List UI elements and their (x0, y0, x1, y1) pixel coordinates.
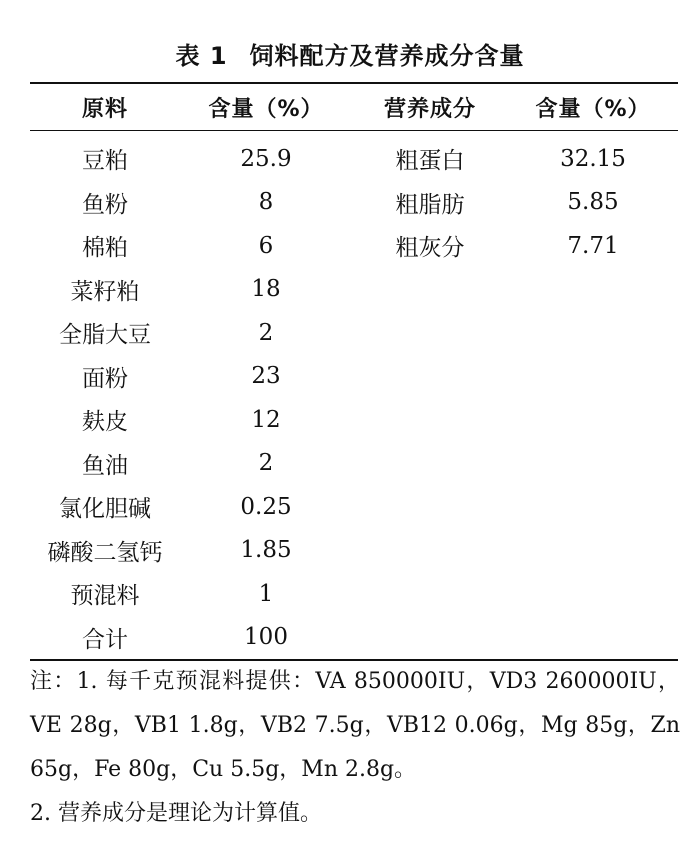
nutrient-cell (352, 355, 508, 399)
ingredient-content-cell: 2 (258, 450, 274, 477)
nutrient-cell (352, 442, 508, 486)
nutrient-content-cell (508, 485, 678, 529)
nutrient-cell (352, 311, 508, 355)
table-row (30, 442, 678, 486)
table-row (30, 224, 678, 268)
table-row (30, 485, 678, 529)
header-nutrient: 营养成分 (352, 83, 508, 131)
ingredient-content-cell: 0.25 (240, 493, 292, 520)
ingredient-cell: 磷酸二氢钙 (47, 539, 163, 566)
nutrient-cell (352, 616, 508, 661)
nutrient-content-cell (508, 529, 678, 573)
ingredient-content-cell: 23 (251, 363, 281, 390)
table-row (30, 616, 678, 661)
header-ingredient: 原料 (30, 83, 180, 131)
table-caption (0, 36, 700, 71)
nutrient-content-cell (508, 311, 678, 355)
table-footnote (30, 660, 680, 836)
nutrient-cell: 粗蛋白 (395, 148, 465, 175)
ingredient-cell: 全脂大豆 (59, 322, 151, 349)
ingredient-content-cell: 18 (251, 276, 281, 303)
ingredient-content-cell: 1 (258, 580, 274, 607)
ingredient-cell: 氯化胆碱 (59, 496, 151, 523)
ingredient-content-cell: 100 (180, 616, 352, 661)
ingredient-content-cell: 2 (258, 319, 274, 346)
nutrient-cell (352, 572, 508, 616)
header-ingredient-content: 含量（%） (180, 83, 352, 131)
footnote-calculation: 2. 营养成分是理论为计算值。 (30, 801, 322, 826)
nutrient-content-cell: 32.15 (560, 145, 626, 172)
nutrient-cell: 粗灰分 (395, 235, 465, 262)
feed-composition-table (30, 82, 678, 661)
table-title: 饲料配方及营养成分含量 (249, 42, 525, 70)
ingredient-content-cell: 6 (258, 232, 274, 259)
table-row (30, 572, 678, 616)
table-row (30, 355, 678, 399)
table-row (30, 181, 678, 225)
ingredient-cell: 棉粕 (82, 235, 128, 262)
ingredient-cell: 合计 (30, 616, 180, 661)
nutrient-content-cell: 7.71 (567, 232, 619, 259)
table-body (30, 131, 678, 661)
ingredient-content-cell: 1.85 (240, 537, 292, 564)
nutrient-content-cell (508, 398, 678, 442)
ingredient-cell: 豆粕 (82, 148, 128, 175)
ingredient-content-cell: 25.9 (240, 145, 292, 172)
ingredient-cell: 预混料 (70, 583, 140, 610)
table-row (30, 311, 678, 355)
ingredient-content-cell: 8 (258, 189, 274, 216)
ingredient-cell: 菜籽粕 (70, 278, 140, 305)
header-nutrient-content: 含量（%） (508, 83, 678, 131)
nutrient-cell (352, 268, 508, 312)
table-row (30, 268, 678, 312)
nutrient-content-cell: 5.85 (567, 189, 619, 216)
footnote-premix: 注：1. 每千克预混料提供：VA 850000IU，VD3 260000IU，VE 28g，VB1 1.8g，VB2 7.5g，VB12 0.06g，Mg 85g，Zn 65g，Fe 80g，Cu 5.5g，Mn 2.8g。 (30, 669, 680, 782)
nutrient-content-cell (508, 355, 678, 399)
ingredient-cell: 鱼油 (82, 452, 128, 479)
table-row (30, 131, 678, 181)
nutrient-cell (352, 398, 508, 442)
ingredient-cell: 面粉 (82, 365, 128, 392)
table-row (30, 529, 678, 573)
nutrient-content-cell (508, 268, 678, 312)
nutrient-content-cell (508, 616, 678, 661)
table-row (30, 398, 678, 442)
nutrient-content-cell (508, 442, 678, 486)
nutrient-cell (352, 529, 508, 573)
nutrient-cell: 粗脂肪 (395, 191, 465, 218)
ingredient-cell: 鱼粉 (82, 191, 128, 218)
table-number: 表 1 (175, 42, 228, 70)
ingredient-cell: 麸皮 (82, 409, 128, 436)
nutrient-content-cell (508, 572, 678, 616)
ingredient-content-cell: 12 (251, 406, 281, 433)
nutrient-cell (352, 485, 508, 529)
table-header-row (30, 83, 678, 131)
